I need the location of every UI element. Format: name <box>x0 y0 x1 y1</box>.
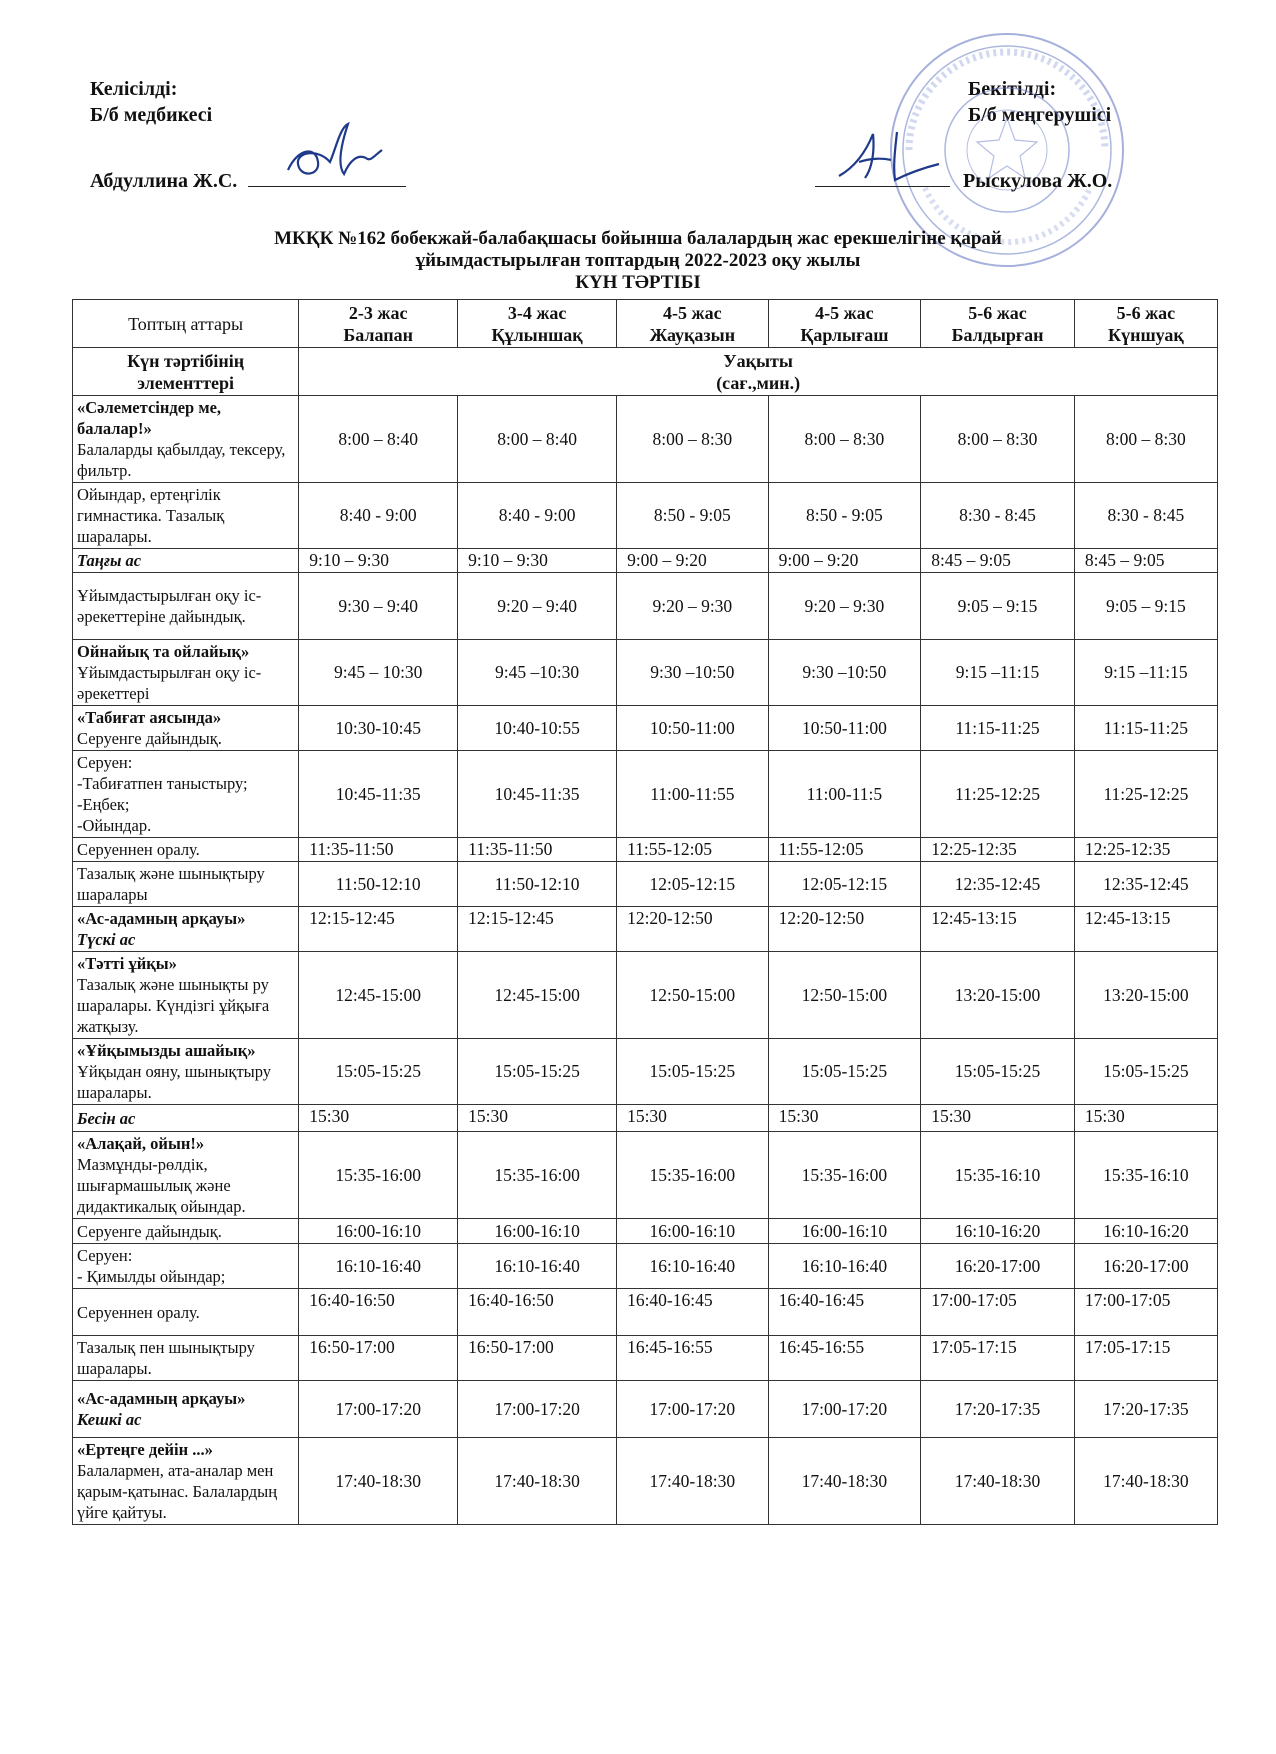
activity-description: Серуен: - Қимылды ойындар; <box>77 1246 226 1286</box>
time-cell: 17:00-17:20 <box>768 1381 921 1438</box>
schedule-row <box>73 1039 1218 1105</box>
group-header-6: 5-6 жас Күншуақ <box>1074 300 1217 348</box>
time-cell: 16:10-16:40 <box>299 1244 458 1289</box>
time-cell: 11:25-12:25 <box>921 751 1075 838</box>
time-cell: 12:20-12:50 <box>617 907 769 952</box>
group-names-header: Топтың аттары <box>73 300 299 348</box>
time-cell: 16:00-16:10 <box>617 1219 769 1244</box>
time-cell: 16:10-16:40 <box>617 1244 769 1289</box>
activity-title: «Ас-адамның арқауы» <box>77 1389 246 1408</box>
activity-cell <box>73 862 299 907</box>
time-cell: 16:00-16:10 <box>458 1219 617 1244</box>
time-cell: 17:00-17:05 <box>1074 1289 1217 1336</box>
time-cell: 16:20-17:00 <box>1074 1244 1217 1289</box>
title-line-2: ұйымдастырылған топтардың 2022-2023 оқу жылы <box>415 250 861 271</box>
activity-description: Ұйымдастырылған оқу іс-әрекеттері <box>77 663 262 703</box>
activity-title: «Ас-адамның арқауы» <box>77 909 246 928</box>
time-cell: 12:45-13:15 <box>1074 907 1217 952</box>
activity-description: Серуенге дайындық. <box>77 729 222 748</box>
time-cell: 9:00 – 9:20 <box>617 549 769 573</box>
nurse-signature-line <box>248 166 406 187</box>
time-cell: 16:40-16:45 <box>617 1289 769 1336</box>
activity-title: «Ертеңге дейін ...» <box>77 1440 213 1459</box>
schedule-row <box>73 640 1218 706</box>
activity-description: Тазалық және шынықты ру шаралары. Күндізгі ұйқыға жатқызу. <box>77 975 270 1036</box>
time-cell: 9:30 –10:50 <box>768 640 921 706</box>
time-cell: 17:05-17:15 <box>1074 1336 1217 1381</box>
schedule-row <box>73 483 1218 549</box>
time-cell: 17:00-17:20 <box>617 1381 769 1438</box>
time-cell: 11:55-12:05 <box>617 838 769 862</box>
meal-label: Бесін ас <box>77 1108 136 1128</box>
activity-cell <box>73 751 299 838</box>
time-cell: 12:25-12:35 <box>921 838 1075 862</box>
time-cell: 16:10-16:40 <box>458 1244 617 1289</box>
group-header-5: 5-6 жас Балдырған <box>921 300 1075 348</box>
time-cell: 12:05-12:15 <box>768 862 921 907</box>
time-cell: 16:40-16:45 <box>768 1289 921 1336</box>
time-cell: 11:25-12:25 <box>1074 751 1217 838</box>
time-cell: 10:50-11:00 <box>617 706 769 751</box>
time-cell: 15:05-15:25 <box>458 1039 617 1105</box>
time-cell: 12:05-12:15 <box>617 862 769 907</box>
agreed-label: Келісілді: <box>90 78 178 100</box>
schedule-row <box>73 1289 1218 1336</box>
time-header: Уақыты (сағ.,мин.) <box>299 348 1218 396</box>
time-cell: 9:10 – 9:30 <box>299 549 458 573</box>
time-cell: 15:05-15:25 <box>768 1039 921 1105</box>
time-cell: 12:35-12:45 <box>1074 862 1217 907</box>
nurse-sign-row <box>90 166 406 193</box>
schedule-row <box>73 396 1218 483</box>
activity-cell <box>73 952 299 1039</box>
time-cell: 15:30 <box>768 1105 921 1132</box>
time-cell: 11:50-12:10 <box>458 862 617 907</box>
activity-cell <box>73 706 299 751</box>
activity-description: Ұйқыдан ояну, шынықтыру шаралары. <box>77 1062 272 1102</box>
time-cell: 8:00 – 8:30 <box>768 396 921 483</box>
time-cell: 11:55-12:05 <box>768 838 921 862</box>
time-cell: 9:05 – 9:15 <box>921 573 1075 640</box>
time-cell: 9:30 – 9:40 <box>299 573 458 640</box>
time-cell: 16:50-17:00 <box>458 1336 617 1381</box>
time-cell: 8:30 - 8:45 <box>921 483 1075 549</box>
activity-title: Ойнайық та ойлайық» <box>77 642 250 661</box>
time-cell: 8:40 - 9:00 <box>299 483 458 549</box>
schedule-row <box>73 1219 1218 1244</box>
time-cell: 17:00-17:05 <box>921 1289 1075 1336</box>
schedule-row <box>73 952 1218 1039</box>
time-cell: 15:30 <box>458 1105 617 1132</box>
time-cell: 12:45-15:00 <box>458 952 617 1039</box>
time-cell: 8:45 – 9:05 <box>1074 549 1217 573</box>
schedule-row <box>73 1336 1218 1381</box>
time-cell: 12:20-12:50 <box>768 907 921 952</box>
time-cell: 17:20-17:35 <box>921 1381 1075 1438</box>
time-cell: 16:10-16:40 <box>768 1244 921 1289</box>
time-cell: 12:15-12:45 <box>458 907 617 952</box>
time-cell: 12:35-12:45 <box>921 862 1075 907</box>
activity-title: «Сәлеметсіндер ме, балалар!» <box>77 398 222 438</box>
schedule-row <box>73 1381 1218 1438</box>
director-title: Б/б меңгерушісі <box>968 104 1112 126</box>
activity-cell <box>73 1438 299 1525</box>
director-signature-line <box>815 166 950 187</box>
activity-cell <box>73 483 299 549</box>
time-cell: 15:30 <box>921 1105 1075 1132</box>
time-cell: 16:10-16:20 <box>921 1219 1075 1244</box>
document-title <box>0 228 1276 294</box>
time-cell: 11:50-12:10 <box>299 862 458 907</box>
time-cell: 15:35-16:00 <box>617 1132 769 1219</box>
activity-description: Ұйымдастырылған оқу іс-әрекеттеріне дайындық. <box>77 586 262 626</box>
time-cell: 11:00-11:55 <box>617 751 769 838</box>
activity-title: «Тәтті ұйқы» <box>77 954 177 973</box>
activity-description: Ойындар, ертеңгілік гимнастика. Тазалық шаралары. <box>77 485 225 546</box>
time-cell: 15:35-16:10 <box>921 1132 1075 1219</box>
time-cell: 16:40-16:50 <box>458 1289 617 1336</box>
time-cell: 9:00 – 9:20 <box>768 549 921 573</box>
schedule-row <box>73 1438 1218 1525</box>
time-cell: 9:10 – 9:30 <box>458 549 617 573</box>
activity-cell <box>73 549 299 573</box>
time-cell: 12:45-13:15 <box>921 907 1075 952</box>
time-cell: 12:50-15:00 <box>617 952 769 1039</box>
time-cell: 16:20-17:00 <box>921 1244 1075 1289</box>
schedule-row <box>73 907 1218 952</box>
time-cell: 8:00 – 8:40 <box>458 396 617 483</box>
time-cell: 8:00 – 8:30 <box>1074 396 1217 483</box>
time-cell: 10:45-11:35 <box>458 751 617 838</box>
time-cell: 8:00 – 8:30 <box>617 396 769 483</box>
time-cell: 16:00-16:10 <box>768 1219 921 1244</box>
activity-cell <box>73 1244 299 1289</box>
time-cell: 17:00-17:20 <box>299 1381 458 1438</box>
time-cell: 9:45 –10:30 <box>458 640 617 706</box>
activity-cell <box>73 1039 299 1105</box>
meal-label: Таңғы ас <box>77 551 142 570</box>
schedule-body <box>73 396 1218 1525</box>
activity-cell <box>73 1381 299 1438</box>
time-cell: 12:15-12:45 <box>299 907 458 952</box>
time-cell: 17:40-18:30 <box>768 1438 921 1525</box>
schedule-row <box>73 751 1218 838</box>
time-cell: 9:20 – 9:30 <box>617 573 769 640</box>
time-cell: 9:20 – 9:30 <box>768 573 921 640</box>
activity-cell <box>73 1336 299 1381</box>
time-cell: 15:05-15:25 <box>617 1039 769 1105</box>
schedule-row <box>73 549 1218 573</box>
time-cell: 16:50-17:00 <box>299 1336 458 1381</box>
title-line-1: МКҚК №162 бобекжай-балабақшасы бойынша балалардың жас ерекшелігіне қарай <box>274 228 1002 249</box>
time-cell: 8:45 – 9:05 <box>921 549 1075 573</box>
groups-header-row <box>73 300 1218 348</box>
time-cell: 15:30 <box>1074 1105 1217 1132</box>
daily-schedule-table <box>72 299 1218 1525</box>
time-cell: 12:50-15:00 <box>768 952 921 1039</box>
time-cell: 8:50 - 9:05 <box>617 483 769 549</box>
time-cell: 17:40-18:30 <box>458 1438 617 1525</box>
schedule-row <box>73 1132 1218 1219</box>
activity-cell <box>73 1132 299 1219</box>
time-cell: 16:45-16:55 <box>768 1336 921 1381</box>
activity-cell <box>73 573 299 640</box>
time-cell: 17:40-18:30 <box>617 1438 769 1525</box>
approved-label: Бекітілді: <box>968 78 1057 100</box>
activity-description: Серуеннен оралу. <box>77 1302 200 1322</box>
activity-title: «Ұйқымызды ашайық» <box>77 1041 256 1060</box>
time-cell: 16:10-16:20 <box>1074 1219 1217 1244</box>
time-cell: 11:15-11:25 <box>921 706 1075 751</box>
activity-description: Мазмұнды-рөлдік, шығармашылық және дидактикалық ойындар. <box>77 1155 246 1216</box>
time-cell: 15:35-16:00 <box>299 1132 458 1219</box>
time-cell: 17:40-18:30 <box>921 1438 1075 1525</box>
schedule-row <box>73 1244 1218 1289</box>
schedule-row <box>73 838 1218 862</box>
activity-description: Тазалық және шынықтыру шаралары <box>77 864 265 904</box>
time-cell: 11:15-11:25 <box>1074 706 1217 751</box>
time-cell: 9:30 –10:50 <box>617 640 769 706</box>
meal-label: Кешкі ас <box>77 1410 142 1429</box>
elements-header-row <box>73 348 1218 396</box>
time-cell: 9:15 –11:15 <box>921 640 1075 706</box>
time-cell: 10:50-11:00 <box>768 706 921 751</box>
nurse-title: Б/б медбикесі <box>90 104 213 126</box>
group-header-1: 2-3 жас Балапан <box>299 300 458 348</box>
director-signature <box>835 124 945 188</box>
time-cell: 15:05-15:25 <box>921 1039 1075 1105</box>
time-cell: 15:35-16:10 <box>1074 1132 1217 1219</box>
nurse-name: Абдуллина Ж.С. <box>90 170 238 192</box>
group-header-3: 4-5 жас Жауқазын <box>617 300 769 348</box>
time-cell: 16:00-16:10 <box>299 1219 458 1244</box>
activity-description: Серуеннен оралу. <box>77 840 200 859</box>
time-cell: 8:00 – 8:40 <box>299 396 458 483</box>
time-cell: 16:40-16:50 <box>299 1289 458 1336</box>
approval-left <box>90 76 212 128</box>
time-cell: 12:25-12:35 <box>1074 838 1217 862</box>
time-cell: 15:30 <box>299 1105 458 1132</box>
meal-label: Түскі ас <box>77 930 136 949</box>
time-cell: 11:35-11:50 <box>299 838 458 862</box>
time-cell: 15:05-15:25 <box>299 1039 458 1105</box>
activity-cell <box>73 396 299 483</box>
time-cell: 10:30-10:45 <box>299 706 458 751</box>
activity-cell <box>73 640 299 706</box>
time-cell: 8:00 – 8:30 <box>921 396 1075 483</box>
elements-header: Күн тәртібінің элементтері <box>73 348 299 396</box>
director-sign-row <box>815 166 1112 193</box>
time-cell: 9:20 – 9:40 <box>458 573 617 640</box>
nurse-signature <box>278 118 398 188</box>
time-cell: 10:40-10:55 <box>458 706 617 751</box>
activity-description: Тазалық пен шынықтыру шаралары. <box>77 1338 255 1378</box>
activity-description: Серуен: -Табиғатпен таныстыру; -Еңбек; -Ойындар. <box>77 753 248 835</box>
time-cell: 17:05-17:15 <box>921 1336 1075 1381</box>
time-cell: 17:40-18:30 <box>1074 1438 1217 1525</box>
activity-cell <box>73 907 299 952</box>
title-line-3: КҮН ТӘРТІБІ <box>575 272 701 293</box>
time-cell: 8:50 - 9:05 <box>768 483 921 549</box>
schedule-row <box>73 706 1218 751</box>
time-cell: 17:40-18:30 <box>299 1438 458 1525</box>
time-cell: 12:45-15:00 <box>299 952 458 1039</box>
activity-cell <box>73 1289 299 1336</box>
director-name: Рыскулова Ж.О. <box>963 170 1113 192</box>
activity-cell <box>73 1105 299 1132</box>
time-cell: 15:30 <box>617 1105 769 1132</box>
time-cell: 11:35-11:50 <box>458 838 617 862</box>
time-cell: 17:00-17:20 <box>458 1381 617 1438</box>
schedule-row <box>73 1105 1218 1132</box>
time-cell: 10:45-11:35 <box>299 751 458 838</box>
activity-title: «Алақай, ойын!» <box>77 1134 205 1153</box>
schedule-row <box>73 573 1218 640</box>
time-cell: 15:05-15:25 <box>1074 1039 1217 1105</box>
time-cell: 9:15 –11:15 <box>1074 640 1217 706</box>
activity-description: Балаларды қабылдау, тексеру, фильтр. <box>77 440 286 480</box>
group-header-4: 4-5 жас Қарлығаш <box>768 300 921 348</box>
group-header-2: 3-4 жас Құлыншақ <box>458 300 617 348</box>
time-cell: 11:00-11:5 <box>768 751 921 838</box>
time-cell: 17:20-17:35 <box>1074 1381 1217 1438</box>
activity-cell <box>73 838 299 862</box>
time-cell: 13:20-15:00 <box>921 952 1075 1039</box>
time-cell: 16:45-16:55 <box>617 1336 769 1381</box>
time-cell: 15:35-16:00 <box>458 1132 617 1219</box>
time-cell: 9:05 – 9:15 <box>1074 573 1217 640</box>
activity-description: Балалармен, ата-аналар мен қарым-қатынас. Балалардың үйге қайтуы. <box>77 1461 278 1522</box>
time-cell: 13:20-15:00 <box>1074 952 1217 1039</box>
time-cell: 8:40 - 9:00 <box>458 483 617 549</box>
time-cell: 9:45 – 10:30 <box>299 640 458 706</box>
activity-cell <box>73 1219 299 1244</box>
time-cell: 15:35-16:00 <box>768 1132 921 1219</box>
activity-description: Серуенге дайындық. <box>77 1221 222 1241</box>
activity-title: «Табиғат аясында» <box>77 708 222 727</box>
schedule-row <box>73 862 1218 907</box>
time-cell: 8:30 - 8:45 <box>1074 483 1217 549</box>
